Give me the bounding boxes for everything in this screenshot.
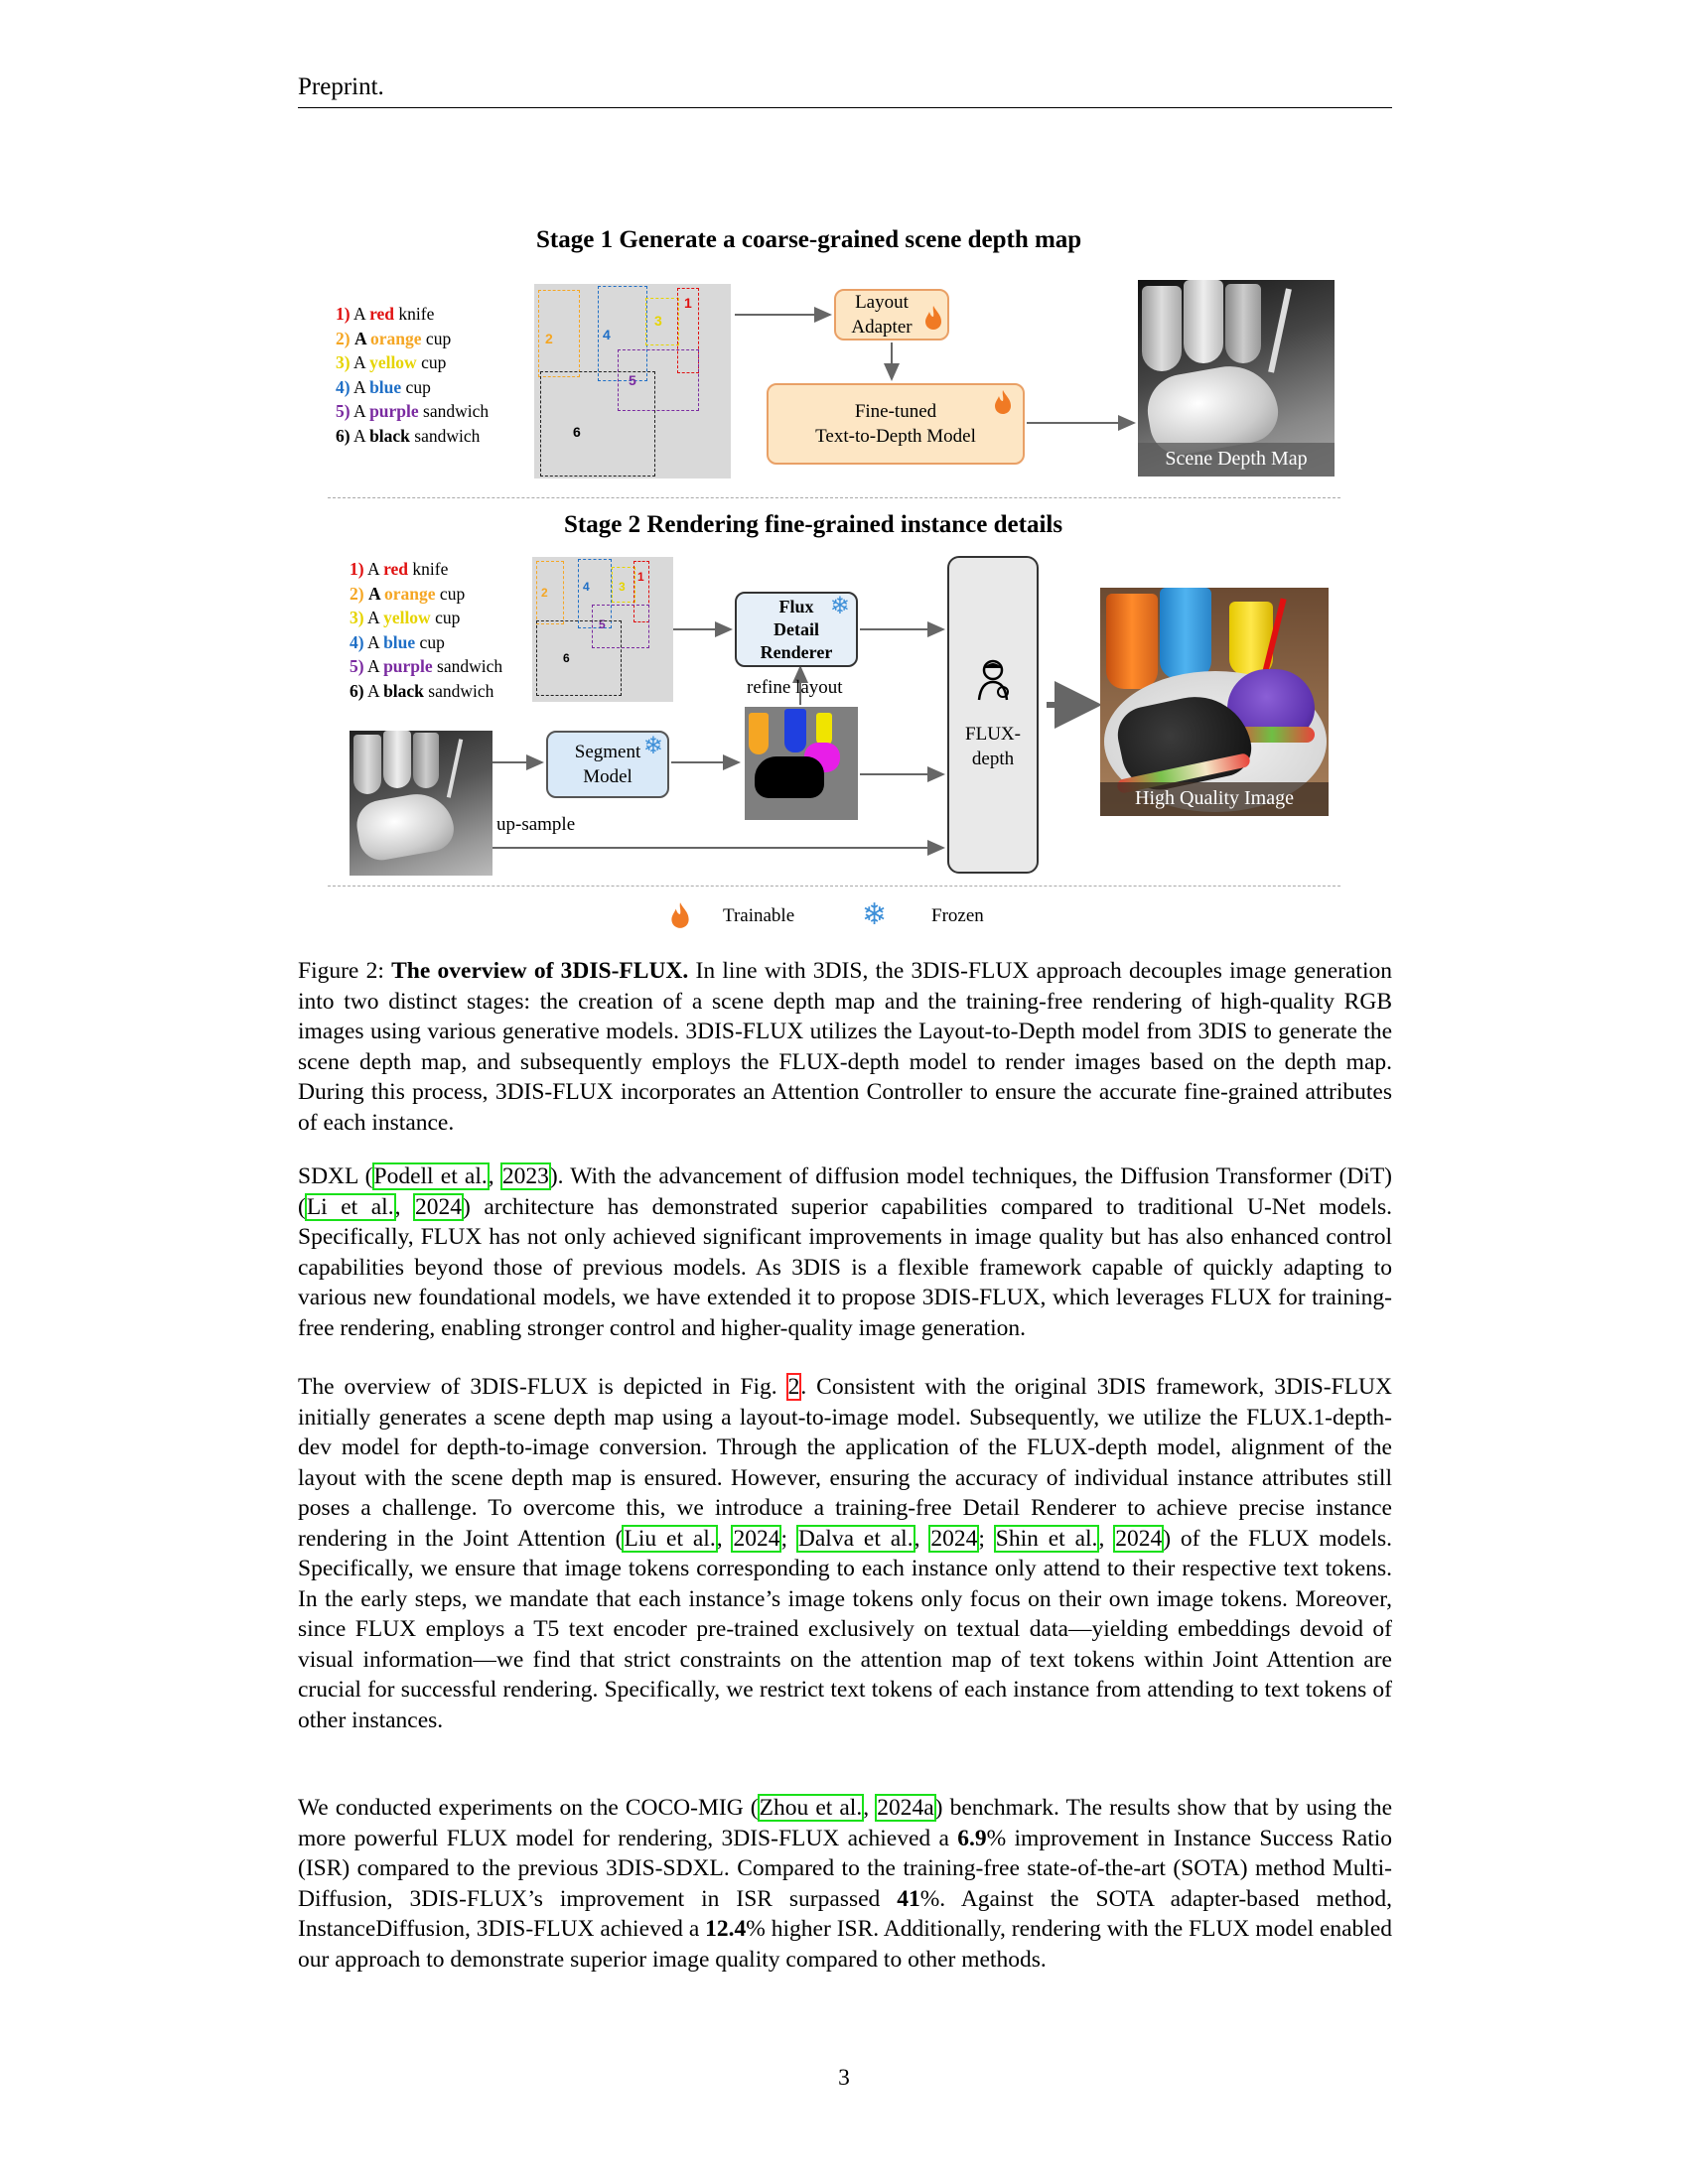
citation-link[interactable]: 2024	[1115, 1525, 1163, 1552]
snowflake-icon: ❄	[829, 594, 850, 619]
layout-box-2: 2	[538, 290, 580, 377]
layout-box-2: 2	[536, 561, 564, 624]
instance-item: 2) A orange cup	[336, 328, 452, 348]
instance-item: 6) A black sandwich	[350, 680, 494, 701]
artist-icon	[973, 658, 1013, 702]
layout-box-6: 6	[540, 371, 655, 477]
layout-box-6: 6	[536, 620, 622, 696]
layout-box-4: 4	[578, 559, 612, 628]
instance-item: 5) A purple sandwich	[336, 401, 490, 421]
citation-link[interactable]: 2024	[733, 1525, 780, 1552]
high-quality-image	[1100, 588, 1329, 816]
instance-item: 1) A red knife	[336, 304, 435, 324]
flame-icon	[669, 901, 691, 929]
instance-item: 3) A yellow cup	[350, 608, 461, 627]
layout-box-5: 5	[618, 349, 699, 411]
instance-item: 5) A purple sandwich	[350, 656, 503, 676]
instance-item: 6) A black sandwich	[336, 425, 481, 446]
paragraph-1: SDXL (Podell et al., 2023). With the advancement of diffusion model techniques, the Diffusion Transformer (DiT) (Li et al., 2024) architecture has demonstrated superior capabilities compared to traditional U-Net models. Specifically, FLUX has not only achieved significant improvements in image quality but has also enhanced control capabilities beyond those of previous models. As 3DIS is a flexible framework capable of quickly adapting to various new foundational models, we have extended it to propose 3DIS-FLUX, which leverages FLUX for training-free rendering, enabling stronger control and higher-quality image generation.	[298, 1163, 1393, 1341]
stage2-layout-panel	[532, 557, 673, 702]
layout-box-3: 3	[612, 567, 635, 603]
text-to-depth-box: Fine-tuned Text-to-Depth Model	[767, 383, 1025, 465]
instance-item: 2) A orange cup	[350, 583, 466, 604]
figure-caption: Figure 2: The overview of 3DIS-FLUX. In line with 3DIS, the 3DIS-FLUX approach decouples image generation into two distinct stages: the creation of a scene depth map and the training-free rendering of high-quality RGB images using various generative models. 3DIS-FLUX utilizes the Layout-to-Depth model from 3DIS to generate the scene depth map, and subsequently employs the FLUX-depth model to render images based on the depth map. During this process, 3DIS-FLUX incorporates an Attention Controller to ensure the accurate fine-grained attributes of each instance.	[298, 958, 1392, 1136]
citation-link[interactable]: 2023	[501, 1163, 549, 1189]
snowflake-icon: ❄	[642, 734, 663, 759]
flux-detail-renderer-box: Flux Detail Renderer ❄	[735, 592, 858, 667]
instance-item: 3) A yellow cup	[336, 352, 447, 372]
stage2-title: Stage 2 Rendering fine-grained instance details	[564, 511, 1063, 538]
segmentation-mask-image	[745, 707, 858, 820]
figure-separator	[328, 497, 1340, 498]
up-sample-label: up-sample	[496, 814, 576, 835]
citation-link[interactable]: 2024	[930, 1525, 978, 1552]
paragraph-2: The overview of 3DIS-FLUX is depicted in Fig. 2. Consistent with the original 3DIS framework, 3DIS-FLUX initially generates a scene depth map using a layout-to-image model. Subsequently, we utilize the FLUX.1-depth-dev model for depth-to-image conversion. Through the application of the FLUX-depth model, alignment of the layout with the scene depth map is ensured. However, ensuring the accuracy of individual instance attributes still poses a challenge. To overcome this, we introduce a training-free Detail Renderer to achieve precise instance rendering in the Joint Attention (Liu et al., 2024; Dalva et al., 2024; Shin et al., 2024) of the FLUX models. Specifically, we ensure that image tokens corresponding to each instance only attend to their respective text tokens. In the early steps, we mandate that each instance’s image tokens only focus on their own image tokens. Moreover, since FLUX employs a T5 text encoder pre-trained exclusively on textual data—yielding embeddings devoid of visual information—we find that strict constraints on the attention map of text tokens within Joint Attention are crucial for successful rendering. Specifically, we restrict text tokens of each instance from attending to text tokens of other instances.	[298, 1374, 1392, 1733]
paragraph-3: We conducted experiments on the COCO-MIG (Zhou et al., 2024a) benchmark. The results show that by using the more powerful FLUX model for rendering, 3DIS-FLUX achieved a 6.9% improvement in Instance Success Ratio (ISR) compared to the previous 3DIS-SDXL. Compared to the training-free state-of-the-art (SOTA) method Multi-Diffusion, 3DIS-FLUX’s improvement in ISR surpassed 41%. Against the SOTA adapter-based method, InstanceDiffusion, 3DIS-FLUX achieved a 12.4% higher ISR. Additionally, rendering with the FLUX model enabled our approach to demonstrate superior image quality compared to other methods.	[298, 1795, 1393, 1973]
legend-frozen-label: Frozen	[931, 905, 984, 926]
legend-trainable-label: Trainable	[723, 905, 795, 926]
citation-link[interactable]: Shin et al.	[995, 1525, 1098, 1552]
citation-link[interactable]: 2024	[415, 1193, 462, 1220]
citation-link[interactable]: Podell et al.	[373, 1163, 488, 1189]
stage2-instance-list	[350, 557, 502, 703]
figure-separator	[328, 886, 1340, 887]
citation-link[interactable]: Li et al.	[306, 1193, 394, 1220]
instance-item: 4) A blue cup	[350, 631, 445, 652]
layout-box-1: 1	[677, 288, 699, 373]
figure-ref-link[interactable]: 2	[787, 1374, 800, 1400]
page-number: 3	[838, 2065, 850, 2091]
layout-box-4: 4	[598, 286, 647, 381]
flux-depth-box: FLUX- depth	[947, 556, 1039, 874]
refine-layout-label: refine layout	[747, 677, 843, 698]
layout-box-3: 3	[645, 298, 679, 345]
layout-box-5: 5	[592, 605, 649, 648]
layout-adapter-box: Layout Adapter	[834, 289, 949, 341]
running-title: Preprint.	[298, 73, 384, 100]
instance-item: 4) A blue cup	[336, 376, 431, 397]
citation-link[interactable]: 2024a	[877, 1795, 934, 1821]
figure-legend	[665, 897, 1003, 933]
stage1-title: Stage 1 Generate a coarse-grained scene depth map	[536, 226, 1082, 253]
segment-model-box: Segment Model ❄	[546, 731, 669, 798]
stage2-depth-image	[350, 731, 492, 876]
scene-depth-map-label: Scene Depth Map	[1165, 448, 1308, 470]
citation-link[interactable]: Dalva et al.	[797, 1525, 914, 1552]
high-quality-image-label: High Quality Image	[1135, 787, 1294, 809]
snowflake-icon: ❄	[862, 898, 888, 931]
instance-item: 1) A red knife	[350, 559, 449, 579]
layout-box-1: 1	[633, 561, 649, 622]
citation-link[interactable]: Zhou et al.	[759, 1795, 863, 1821]
citation-link[interactable]: Liu et al.	[624, 1525, 716, 1552]
